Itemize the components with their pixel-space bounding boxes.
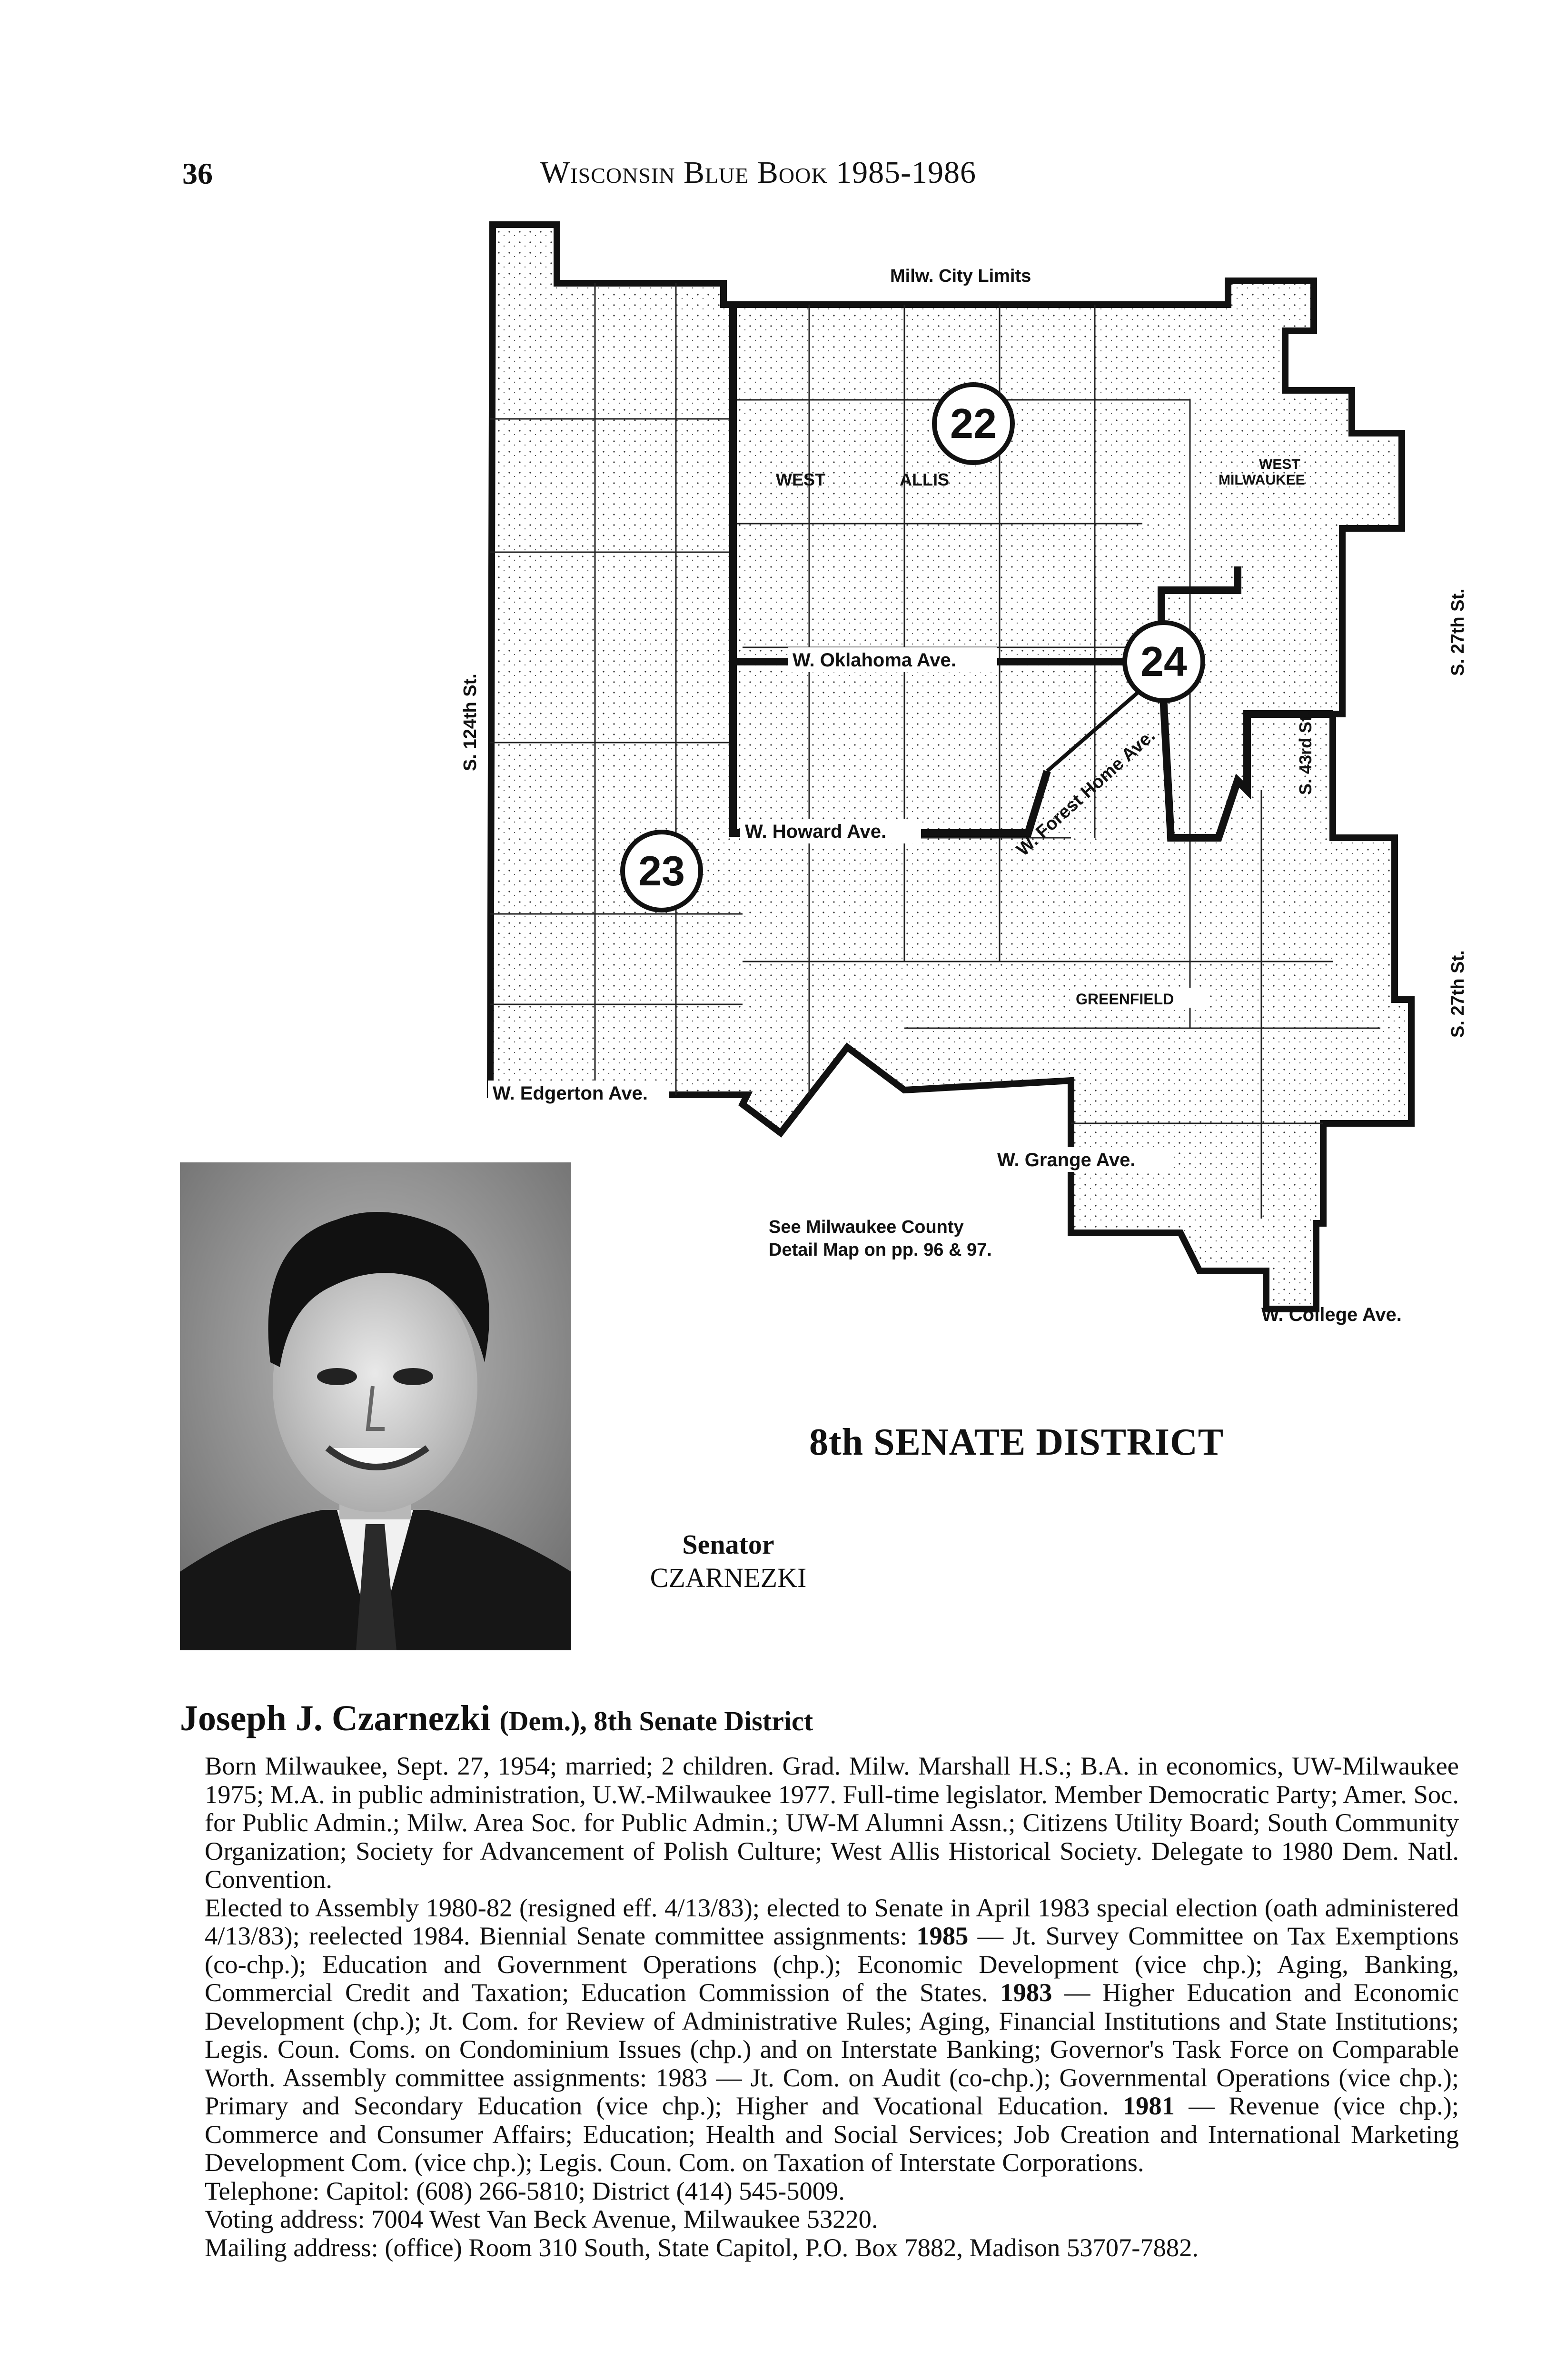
- s27-top-label: S. 27th St.: [1448, 588, 1468, 676]
- district-24-marker: [1125, 623, 1203, 701]
- book-title: Wisconsin Blue Book: [540, 155, 828, 190]
- oklahoma-label: W. Oklahoma Ave.: [793, 650, 956, 671]
- city-limits-label: Milw. City Limits: [890, 266, 1031, 286]
- senator-name: Joseph J. Czarnezki: [180, 1698, 491, 1738]
- district-22-marker: [934, 385, 1012, 463]
- running-head: [540, 155, 976, 191]
- howard-label: W. Howard Ave.: [745, 821, 887, 842]
- district-boundary: [490, 225, 1411, 1309]
- caption-line-2: CZARNEZKI: [650, 1562, 807, 1593]
- district-23-number: 23: [638, 847, 685, 894]
- grange-label: W. Grange Ave.: [997, 1150, 1136, 1170]
- bio-paragraph-2: [205, 1894, 1459, 2177]
- caption-line-1: Senator: [682, 1529, 774, 1560]
- map-note-line-2: Detail Map on pp. 96 & 97.: [769, 1240, 992, 1260]
- district-22-number: 22: [950, 400, 997, 447]
- voting-address-line: Voting address: 7004 West Van Beck Avenue, Milwaukee 53220.: [205, 2204, 878, 2233]
- senator-photo: [180, 1162, 571, 1650]
- year-1981: 1981: [1122, 2091, 1175, 2120]
- book-years: 1985-1986: [836, 155, 977, 190]
- party-district: (Dem.), 8th Senate District: [499, 1706, 813, 1736]
- bio-p2-c: — Higher Education and Economic Development (chp.); Jt. Com. for Review of Administrative Rules; Aging, Financial Institutions and State Institutions; Legis. Coun. Coms. on Condominium Issues (chp.) and on Interstate Banking; Governor's Task Force on Comparable Worth. Assembly committee assignments: 1983 — Jt. Com. on Audit (co-chp.); Governmental Operations (vice chp.); Primary and Secondary Education (vice chp.); Higher and Vocational Education.: [205, 1978, 1459, 2120]
- bio-paragraph-1: Born Milwaukee, Sept. 27, 1954; married; 2 children. Grad. Milw. Marshall H.S.; B.A. in economics, UW-Milwaukee 1975; M.A. in public administration, U.W.-Milwaukee 1977. Full-time legislator. Member Democratic Party; Amer. Soc. for Public Admin.; Milw. Area Soc. for Public Admin.; UW-M Alumni Assn.; Citizens Utility Board; South Community Organization; Society for Advancement of Polish Culture; West Allis Historical Society. Delegate to 1980 Dem. Natl. Convention.: [205, 1751, 1459, 1894]
- year-1985: 1985: [916, 1921, 969, 1950]
- bio-p2-d: — Revenue (vice chp.); Commerce and Consumer Affairs; Education; Health and Social Services; Job Creation and International Marketing Development Com. (vice chp.); Legis. Coun. Com. on Taxation of Interstate Corporations.: [205, 2091, 1459, 2177]
- bio-heading: [180, 1698, 813, 1739]
- west-allis-label-2: ALLIS: [900, 470, 949, 489]
- s124-label: S. 124th St.: [460, 674, 480, 771]
- west-allis-label-1: WEST: [776, 470, 825, 489]
- mailing-address-line: Mailing address: (office) Room 310 South, State Capitol, P.O. Box 7882, Madison 53707-7882.: [205, 2232, 1199, 2262]
- year-1983: 1983: [1000, 1978, 1052, 2007]
- telephone-line: Telephone: Capitol: (608) 266-5810; District (414) 545-5009.: [205, 2176, 845, 2205]
- district-title: 8th SENATE DISTRICT: [809, 1421, 1224, 1463]
- forest-home-label: W. Forest Home Ave.: [1012, 725, 1159, 860]
- district-23-marker: [623, 832, 701, 910]
- page-number: 36: [182, 157, 213, 190]
- district-24-number: 24: [1140, 638, 1187, 685]
- greenfield-label: GREENFIELD: [1076, 991, 1174, 1008]
- bio-p2-b: — Jt. Survey Committee on Tax Exemptions (co-chp.); Education and Government Operations (chp.); Economic Development (vice chp.); Aging, Banking, Commercial Credit and Taxation; Education Commission of the States.: [205, 1921, 1459, 2007]
- map-note-line-1: See Milwaukee County: [769, 1217, 964, 1237]
- college-label: W. College Ave.: [1261, 1304, 1402, 1325]
- s43-label: S. 43rd St.: [1296, 711, 1315, 795]
- biography: [205, 1752, 1459, 2261]
- west-milwaukee-label-1: WEST: [1259, 456, 1300, 472]
- bio-p2-a: Elected to Assembly 1980-82 (resigned eff. 4/13/83); elected to Senate in April 1983 special election (oath administered 4/13/83); reelected 1984. Biennial Senate committee assignments:: [205, 1893, 1459, 1950]
- s27-bottom-label: S. 27th St.: [1448, 950, 1468, 1038]
- senator-caption: [628, 1528, 828, 1594]
- district-map: [460, 219, 1490, 1352]
- west-milwaukee-label-2: MILWAUKEE: [1219, 472, 1305, 488]
- edgerton-label: W. Edgerton Ave.: [493, 1083, 648, 1104]
